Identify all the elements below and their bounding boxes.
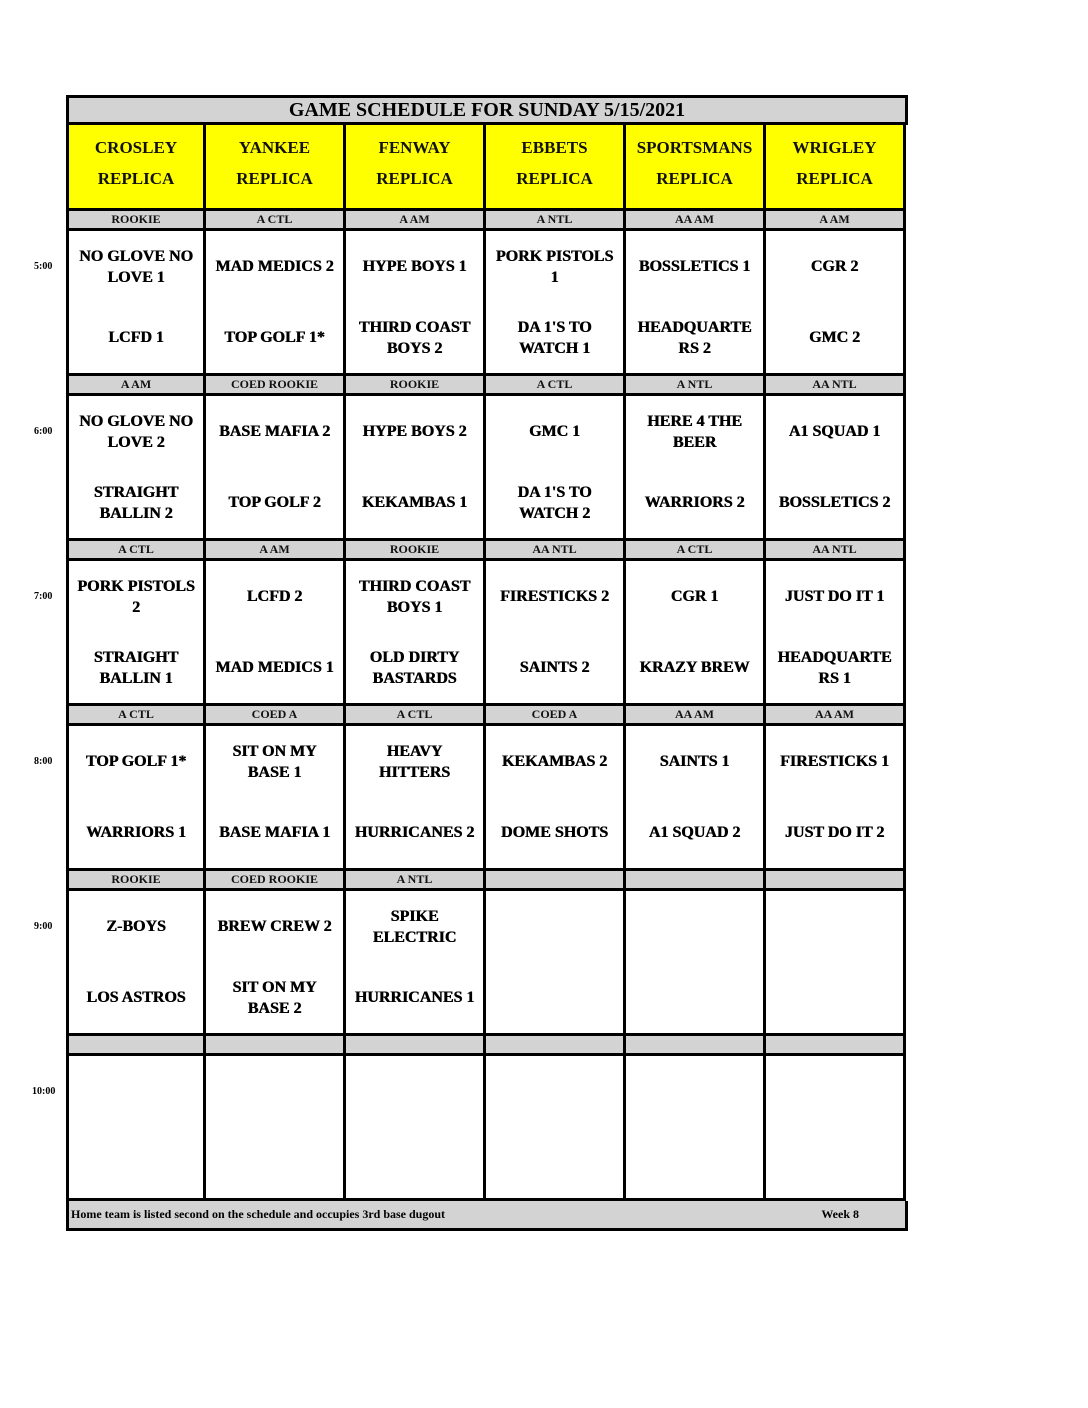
- game-cell: [206, 231, 346, 376]
- game-cell: [626, 1056, 766, 1201]
- field-name: FENWAY: [378, 138, 451, 158]
- game-cell: [66, 726, 206, 871]
- division-label: A NTL: [626, 376, 766, 396]
- home-team: GMC 2: [808, 329, 861, 346]
- time-label: 6:00: [34, 426, 53, 437]
- division-row: [66, 211, 908, 231]
- game-cell: [486, 231, 626, 376]
- home-team: WARRIORS 2: [644, 494, 745, 511]
- schedule-title: GAME SCHEDULE FOR SUNDAY 5/15/2021: [66, 95, 908, 125]
- home-team: STRAIGHT BALLIN 1: [93, 648, 179, 687]
- division-label: [486, 871, 626, 891]
- field-header-sportsmans: [626, 125, 766, 211]
- division-label: ROOKIE: [66, 871, 206, 891]
- field-subtitle: REPLICA: [656, 168, 733, 188]
- game-row: [66, 726, 908, 871]
- division-label: A AM: [206, 541, 346, 561]
- division-row: [66, 706, 908, 726]
- home-team: LCFD 1: [108, 329, 164, 346]
- field-name: YANKEE: [238, 138, 311, 158]
- division-label: ROOKIE: [66, 211, 206, 231]
- home-team: HEADQUARTE RS 2: [637, 318, 752, 357]
- division-label: [766, 1036, 906, 1056]
- game-cell: [486, 891, 626, 1036]
- time-label: 8:00: [34, 756, 53, 767]
- away-team: TOP GOLF 1*: [85, 753, 187, 770]
- away-team: Z-BOYS: [106, 918, 166, 935]
- game-cell: [766, 561, 906, 706]
- home-team: [206, 1127, 343, 1198]
- home-team: KRAZY BREW: [639, 659, 750, 676]
- field-name: SPORTSMANS: [636, 138, 753, 158]
- division-label: A CTL: [206, 211, 346, 231]
- time-label: 7:00: [34, 591, 53, 602]
- division-label: COED A: [486, 706, 626, 726]
- game-cell: [766, 726, 906, 871]
- away-team: [626, 891, 763, 962]
- game-cell: [346, 231, 486, 376]
- field-subtitle: REPLICA: [236, 168, 313, 188]
- field-header-ebbets: [486, 125, 626, 211]
- home-team: MAD MEDICS 1: [215, 659, 334, 676]
- home-team: [346, 1127, 483, 1198]
- home-team: DA 1'S TO WATCH 1: [517, 318, 592, 357]
- division-label: [626, 871, 766, 891]
- game-cell: [626, 891, 766, 1036]
- home-team: [486, 962, 623, 1033]
- home-team: [486, 1127, 623, 1198]
- away-team: KEKAMBAS 2: [501, 753, 608, 770]
- home-team: KEKAMBAS 1: [361, 494, 468, 511]
- game-row: [66, 396, 908, 541]
- division-label: AA NTL: [766, 541, 906, 561]
- division-row: [66, 1036, 908, 1056]
- home-team: JUST DO IT 2: [784, 824, 885, 841]
- field-subtitle: REPLICA: [796, 168, 873, 188]
- division-label: AA AM: [766, 706, 906, 726]
- game-cell: [346, 891, 486, 1036]
- away-team: LCFD 2: [246, 588, 303, 605]
- game-cell: [206, 396, 346, 541]
- game-cell: [66, 1056, 206, 1201]
- division-label: A CTL: [346, 706, 486, 726]
- game-cell: [346, 726, 486, 871]
- game-cell: [66, 231, 206, 376]
- away-team: PORK PISTOLS 2: [77, 577, 195, 616]
- home-team: HEADQUARTE RS 1: [777, 648, 892, 687]
- game-cell: [766, 891, 906, 1036]
- away-team: SAINTS 1: [659, 753, 730, 770]
- away-team: [346, 1056, 483, 1127]
- away-team: CGR 1: [670, 588, 719, 605]
- division-label: A AM: [766, 211, 906, 231]
- game-cell: [486, 396, 626, 541]
- division-label: A NTL: [486, 211, 626, 231]
- division-label: [626, 1036, 766, 1056]
- time-label: 9:00: [34, 921, 53, 932]
- field-subtitle: REPLICA: [376, 168, 453, 188]
- home-team: BASE MAFIA 1: [218, 824, 331, 841]
- home-team-note: Home team is listed second on the schedule and occupies 3rd base dugout: [71, 1207, 446, 1221]
- division-label: ROOKIE: [346, 541, 486, 561]
- game-cell: [346, 1056, 486, 1201]
- field-header-yankee: [206, 125, 346, 211]
- home-team: THIRD COAST BOYS 2: [358, 318, 471, 357]
- game-cell: [206, 1056, 346, 1201]
- game-row: [66, 891, 908, 1036]
- game-cell: [206, 891, 346, 1036]
- home-team: WARRIORS 1: [85, 824, 186, 841]
- division-label: [766, 871, 906, 891]
- away-team: [206, 1056, 343, 1127]
- home-team: DA 1'S TO WATCH 2: [517, 483, 592, 522]
- field-name: EBBETS: [521, 138, 588, 158]
- home-team: DOME SHOTS: [500, 824, 609, 841]
- game-cell: [346, 396, 486, 541]
- away-team: JUST DO IT 1: [784, 588, 885, 605]
- away-team: [766, 1056, 903, 1127]
- away-team: [486, 891, 623, 962]
- field-header-fenway: [346, 125, 486, 211]
- division-label: [346, 1036, 486, 1056]
- division-label: COED A: [206, 706, 346, 726]
- division-label: A CTL: [626, 541, 766, 561]
- game-row: [66, 1056, 908, 1201]
- division-row: [66, 871, 908, 891]
- division-label: COED ROOKIE: [206, 871, 346, 891]
- game-cell: [766, 1056, 906, 1201]
- game-cell: [766, 231, 906, 376]
- away-team: FIRESTICKS 1: [780, 753, 889, 770]
- game-cell: [486, 1056, 626, 1201]
- away-team: FIRESTICKS 2: [500, 588, 609, 605]
- game-cell: [66, 396, 206, 541]
- home-team: [626, 1127, 763, 1198]
- home-team: LOS ASTROS: [86, 989, 186, 1006]
- away-team: [766, 891, 903, 962]
- field-name: WRIGLEY: [792, 138, 877, 158]
- away-team: HYPE BOYS 1: [362, 258, 467, 275]
- field-subtitle: REPLICA: [516, 168, 593, 188]
- time-label: 5:00: [34, 261, 53, 272]
- game-cell: [486, 561, 626, 706]
- field-header-row: [66, 125, 908, 211]
- time-label: 10:00: [32, 1086, 56, 1097]
- home-team: SAINTS 2: [519, 659, 590, 676]
- home-team: [626, 962, 763, 1033]
- away-team: CGR 2: [810, 258, 859, 275]
- game-cell: [66, 891, 206, 1036]
- division-label: A CTL: [66, 706, 206, 726]
- home-team: STRAIGHT BALLIN 2: [93, 483, 179, 522]
- away-team: HERE 4 THE BEER: [647, 412, 742, 451]
- away-team: MAD MEDICS 2: [215, 258, 334, 275]
- away-team: SIT ON MY BASE 1: [232, 742, 317, 781]
- home-team: [69, 1127, 203, 1198]
- division-row: [66, 376, 908, 396]
- division-label: [66, 1036, 206, 1056]
- schedule-table: [66, 95, 908, 1231]
- division-label: A CTL: [486, 376, 626, 396]
- home-team: HURRICANES 1: [354, 989, 475, 1006]
- time-slots: [66, 211, 908, 1201]
- away-team: [69, 1056, 203, 1127]
- home-team: BOSSLETICS 2: [778, 494, 891, 511]
- game-row: [66, 561, 908, 706]
- field-name: CROSLEY: [94, 138, 178, 158]
- away-team: [486, 1056, 623, 1127]
- home-team: [766, 1127, 903, 1198]
- division-label: AA NTL: [486, 541, 626, 561]
- away-team: NO GLOVE NO LOVE 2: [79, 412, 193, 451]
- division-label: COED ROOKIE: [206, 376, 346, 396]
- away-team: BREW CREW 2: [217, 918, 332, 935]
- field-header-wrigley: [766, 125, 906, 211]
- away-team: PORK PISTOLS 1: [495, 247, 614, 286]
- home-team: TOP GOLF 1*: [224, 329, 325, 346]
- division-row: [66, 541, 908, 561]
- home-team: HURRICANES 2: [354, 824, 475, 841]
- division-label: AA AM: [626, 211, 766, 231]
- away-team: [626, 1056, 763, 1127]
- field-subtitle: REPLICA: [97, 168, 175, 188]
- division-label: AA NTL: [766, 376, 906, 396]
- division-label: A AM: [66, 376, 206, 396]
- division-label: A NTL: [346, 871, 486, 891]
- home-team: A1 SQUAD 2: [648, 824, 741, 841]
- division-label: ROOKIE: [346, 376, 486, 396]
- away-team: HYPE BOYS 2: [362, 423, 467, 440]
- game-row: [66, 231, 908, 376]
- game-cell: [346, 561, 486, 706]
- division-label: A AM: [346, 211, 486, 231]
- home-team: [766, 962, 903, 1033]
- division-label: A CTL: [66, 541, 206, 561]
- away-team: SPIKE ELECTRIC: [372, 907, 457, 946]
- footer: [66, 1201, 908, 1231]
- game-cell: [486, 726, 626, 871]
- game-cell: [626, 231, 766, 376]
- game-cell: [626, 561, 766, 706]
- home-team: TOP GOLF 2: [228, 494, 321, 511]
- away-team: BASE MAFIA 2: [218, 423, 331, 440]
- game-cell: [766, 396, 906, 541]
- game-cell: [206, 561, 346, 706]
- away-team: THIRD COAST BOYS 1: [358, 577, 471, 616]
- game-cell: [66, 561, 206, 706]
- division-label: [206, 1036, 346, 1056]
- game-cell: [626, 396, 766, 541]
- field-header-crosley: [66, 125, 206, 211]
- away-team: NO GLOVE NO LOVE 1: [79, 247, 193, 286]
- away-team: BOSSLETICS 1: [638, 258, 751, 275]
- home-team: SIT ON MY BASE 2: [232, 978, 317, 1017]
- home-team: OLD DIRTY BASTARDS: [369, 648, 460, 687]
- week-label: Week 8: [821, 1207, 859, 1221]
- game-cell: [626, 726, 766, 871]
- away-team: GMC 1: [528, 423, 581, 440]
- away-team: A1 SQUAD 1: [788, 423, 881, 440]
- game-cell: [206, 726, 346, 871]
- division-label: [486, 1036, 626, 1056]
- division-label: AA AM: [626, 706, 766, 726]
- away-team: HEAVY HITTERS: [378, 742, 451, 781]
